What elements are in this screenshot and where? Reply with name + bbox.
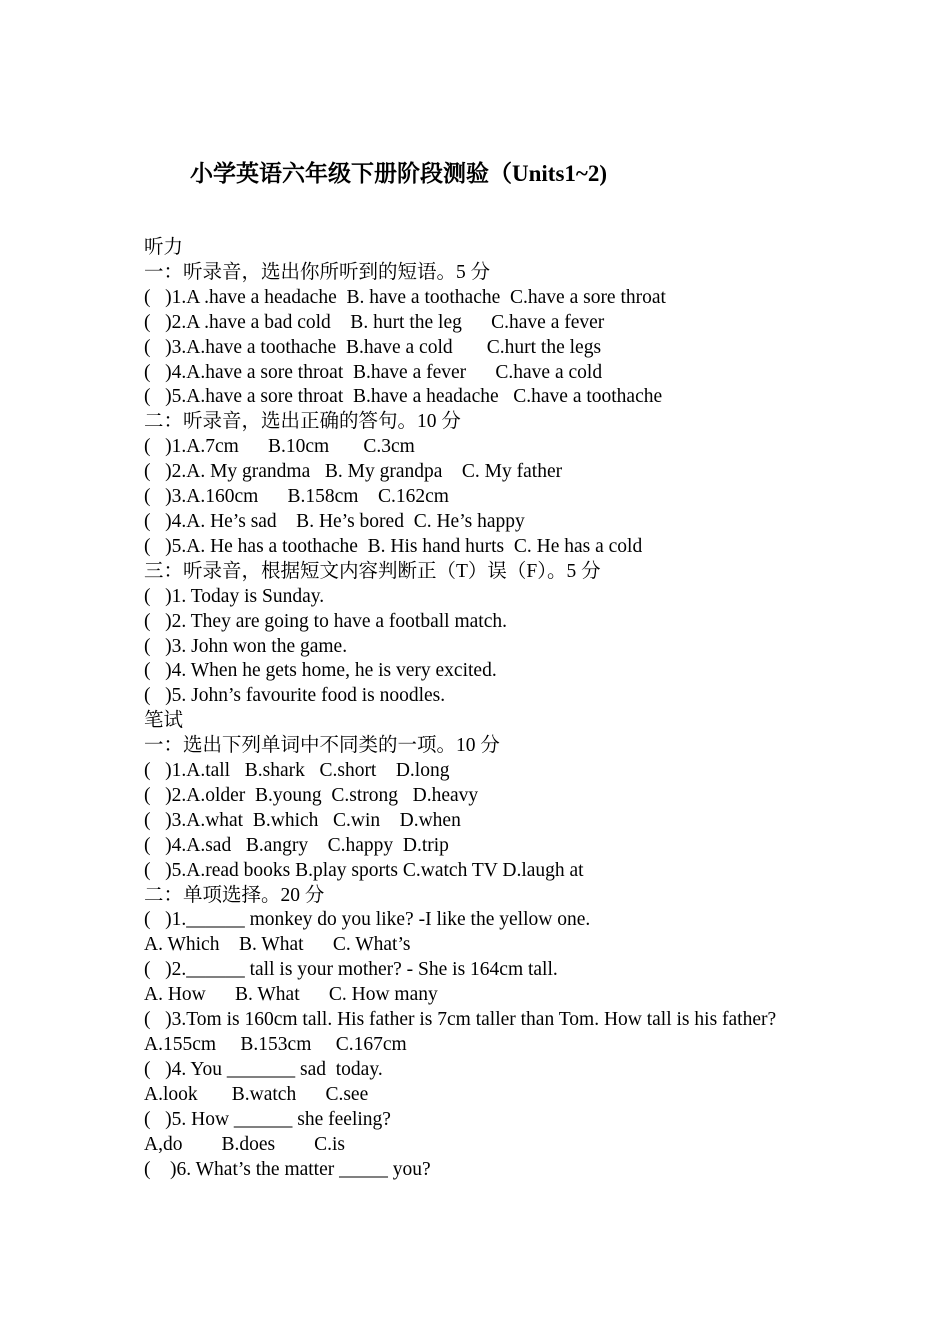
question-item: ( )3.A.what B.which C.win D.when (144, 809, 461, 831)
question-item: ( )5.A.have a sore throat B.have a headache C.have a toothache (144, 386, 663, 408)
question-item: ( )5.A. He has a toothache B. His hand hurts C. He has a cold (144, 535, 643, 557)
question-item: ( )1.A.tall B.shark C.short D.long (144, 760, 450, 782)
question-item: ( )4.A. He’s sad B. He’s bored C. He’s happy (144, 510, 525, 532)
answer-options: A.155cm B.153cm C.167cm (144, 1034, 407, 1055)
part-heading: 二：听录音，选出正确的答句。10 分 (144, 411, 461, 433)
question-item: ( )2.A.older B.young C.strong D.heavy (144, 784, 479, 806)
question-item: ( )1.A .have a headache B. have a toothache C.have a sore throat (144, 286, 666, 308)
question-item: ( )5. John’s favourite food is noodles. (144, 685, 446, 707)
section-heading-listening: 听力 (144, 237, 184, 258)
question-item: ( )2.______ tall is your mother? - She is 164cm tall. (144, 959, 558, 981)
exam-content (144, 236, 824, 1182)
part-heading: 二：单项选择。20 分 (144, 884, 325, 906)
page-title: 小学英语六年级下册阶段测验（Units1~2) (190, 161, 608, 186)
question-item: ( )1.A.7cm B.10cm C.3cm (144, 436, 415, 458)
question-item: ( )3.A.have a toothache B.have a cold C.hurt the legs (144, 336, 602, 358)
question-item: ( )2.A .have a bad cold B. hurt the leg C.have a fever (144, 311, 605, 333)
question-item: ( )3. John won the game. (144, 635, 348, 657)
part-heading: 一：听录音，选出你所听到的短语。5 分 (144, 261, 491, 283)
section-heading-written: 笔试 (144, 710, 184, 732)
question-item: ( )2.A. My grandma B. My grandpa C. My father (144, 461, 563, 483)
answer-options: A. Which B. What C. What’s (144, 934, 411, 956)
question-item: ( )3.A.160cm B.158cm C.162cm (144, 486, 449, 508)
part-heading: 一：选出下列单词中不同类的一项。10 分 (144, 735, 500, 757)
answer-options: A.look B.watch C.see (144, 1083, 369, 1105)
question-item: ( )3.Tom is 160cm tall. His father is 7cm taller than Tom. How tall is his father? (144, 1009, 777, 1031)
question-item: ( )1. Today is Sunday. (144, 585, 325, 607)
question-item: ( )5. How ______ she feeling? (144, 1108, 391, 1130)
question-item: ( )4.A.have a sore throat B.have a fever C.have a cold (144, 361, 603, 383)
question-item: ( )1.______ monkey do you like? -I like the yellow one. (144, 909, 591, 931)
question-item: ( )6. What’s the matter _____ you? (144, 1158, 431, 1180)
question-item: ( )5.A.read books B.play sports C.watch TV D.laugh at (144, 859, 584, 881)
answer-options: A. How B. What C. How many (144, 984, 438, 1006)
question-item: ( )2. They are going to have a football match. (144, 610, 507, 632)
question-item: ( )4.A.sad B.angry C.happy D.trip (144, 834, 449, 856)
part-heading: 三：听录音，根据短文内容判断正（T）误（F）。5 分 (144, 560, 601, 582)
question-item: ( )4. You _______ sad today. (144, 1058, 383, 1080)
answer-options: A,do B.does C.is (144, 1133, 345, 1155)
question-item: ( )4. When he gets home, he is very excited. (144, 660, 497, 682)
